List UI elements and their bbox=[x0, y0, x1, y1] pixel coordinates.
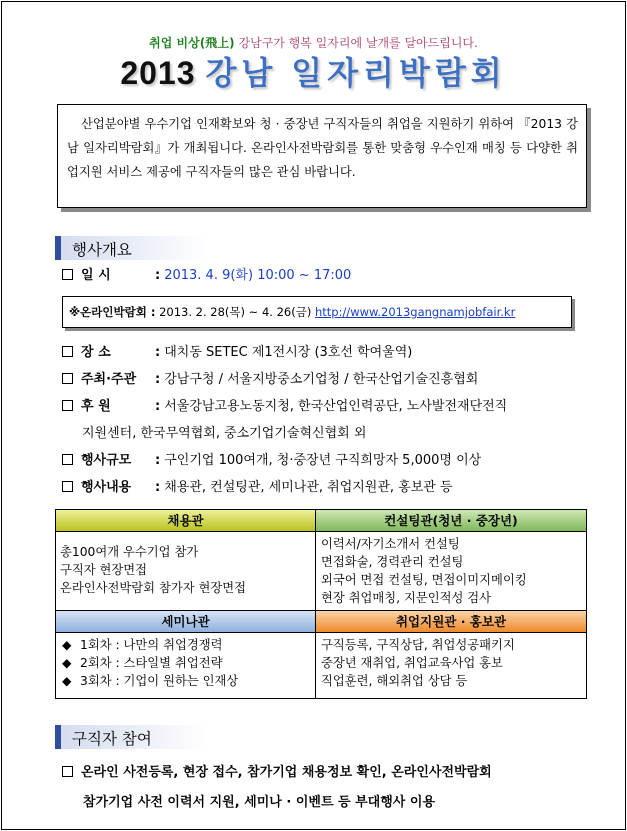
title-year: 2013 bbox=[120, 55, 196, 91]
scale-value: 구인기업 100여개, 청·중장년 구직희망자 5,000명 이상 bbox=[164, 453, 482, 468]
online-url-link[interactable]: http://www.2013gangnamjobfair.kr bbox=[314, 305, 516, 319]
consult-cell bbox=[316, 510, 586, 607]
online-label: ※온라인박람회 : bbox=[69, 305, 156, 319]
seminar-body bbox=[56, 633, 315, 690]
seminar-header: 세미나관 bbox=[56, 611, 315, 633]
date-value: 2013. 4. 9(화) 10:00 ~ 17:00 bbox=[164, 268, 352, 283]
consult-body bbox=[316, 532, 586, 607]
list-item: ◆ 3회차 : 기업이 원하는 인재상 bbox=[62, 674, 239, 688]
list-item: 구직자 현장면접 bbox=[60, 563, 148, 577]
scale-label: 행사규모 bbox=[81, 453, 132, 468]
support-cell bbox=[316, 611, 586, 690]
list-item: 면접화술, 경력관리 컨설팅 bbox=[321, 555, 464, 569]
place-label: 장 소 bbox=[81, 345, 111, 360]
recruit-header: 채용관 bbox=[56, 510, 315, 532]
section-title: 행사개요 bbox=[72, 241, 132, 259]
content-value: 채용관, 컨설팅관, 세미나관, 취업지원관, 홍보관 등 bbox=[164, 480, 453, 495]
content-row: 행사내용 : 채용관, 컨설팅관, 세미나관, 취업지원관, 홍보관 등 bbox=[62, 479, 453, 497]
host-label: 주최·주관 bbox=[81, 372, 137, 387]
diamond-icon: ◆ bbox=[62, 638, 72, 652]
sponsor-value: 서울강남고용노동지청, 한국산업인력공단, 노사발전재단전직 bbox=[164, 399, 508, 414]
sponsor-row: 후 원 : 서울강남고용노동지청, 한국산업인력공단, 노사발전재단전직 bbox=[62, 398, 507, 416]
checkbox-icon bbox=[62, 766, 73, 777]
participation-text bbox=[62, 758, 592, 818]
online-period: 2013. 2. 28(목) ~ 4. 26(금) bbox=[159, 305, 312, 319]
checkbox-icon bbox=[62, 346, 73, 357]
title-name: 강남 일자리박람회 bbox=[205, 55, 507, 91]
online-fair-box bbox=[62, 296, 572, 328]
checkbox-icon bbox=[62, 400, 73, 411]
list-item: 중장년 재취업, 취업교육사업 홍보 bbox=[321, 656, 503, 670]
checkbox-icon bbox=[62, 269, 73, 280]
sponsor-value-cont: 지원센터, 한국무역협회, 중소기업기술혁신협회 외 bbox=[82, 426, 367, 441]
checkbox-icon bbox=[62, 481, 73, 492]
checkbox-icon bbox=[62, 454, 73, 465]
sponsor-label: 후 원 bbox=[81, 399, 111, 414]
tagline-text: 강남구가 행복 일자리에 날개를 달아드립니다. bbox=[238, 36, 478, 50]
place-value: 대치동 SETEC 제1전시장 (3호선 학여울역) bbox=[164, 345, 413, 360]
place-row: 장 소 : 대치동 SETEC 제1전시장 (3호선 학여울역) bbox=[62, 344, 412, 362]
list-item: 이력서/자기소개서 컨설팅 bbox=[321, 537, 460, 551]
page-title bbox=[0, 48, 627, 94]
date-row: 일 시 : 2013. 4. 9(화) 10:00 ~ 17:00 bbox=[62, 267, 351, 285]
section-heading-participation bbox=[55, 725, 207, 749]
consult-header: 컨설팅관(청년 · 중장년) bbox=[316, 510, 586, 532]
seminar-cell bbox=[56, 611, 315, 690]
checkbox-icon bbox=[62, 373, 73, 384]
sponsor-row-cont bbox=[82, 425, 366, 443]
content-label: 행사내용 bbox=[81, 480, 132, 495]
list-item: 외국어 면접 컨설팅, 면접이미지메이킹 bbox=[321, 573, 527, 587]
booth-table bbox=[55, 509, 587, 699]
support-body bbox=[316, 633, 586, 690]
host-value: 강남구청 / 서울지방중소기업청 / 한국산업기술진흥협회 bbox=[164, 372, 479, 387]
list-item: 총100여개 우수기업 참가 bbox=[60, 545, 199, 559]
recruit-body bbox=[56, 532, 315, 597]
tagline-highlight: 취업 비상(飛上) bbox=[149, 36, 235, 50]
host-row: 주최·주관 : 강남구청 / 서울지방중소기업청 / 한국산업기술진흥협회 bbox=[62, 371, 478, 389]
scale-row: 행사규모 : 구인기업 100여개, 청·중장년 구직희망자 5,000명 이상 bbox=[62, 452, 481, 470]
diamond-icon: ◆ bbox=[62, 656, 72, 670]
diamond-icon: ◆ bbox=[62, 674, 72, 688]
list-item: 현장 취업매칭, 지문인적성 검사 bbox=[321, 591, 492, 605]
list-item: 직업훈련, 해외취업 상담 등 bbox=[321, 674, 468, 688]
support-header: 취업지원관 · 홍보관 bbox=[316, 611, 586, 633]
list-item: ◆ 1회차 : 나만의 취업경쟁력 bbox=[62, 638, 223, 652]
list-item: 온라인사전박람회 참가자 현장면접 bbox=[60, 581, 246, 595]
date-label: 일 시 bbox=[81, 268, 111, 283]
list-item: ◆ 2회차 : 스타일별 취업전략 bbox=[62, 656, 223, 670]
participation-line: 온라인 사전등록, 현장 접수, 참가기업 채용정보 확인, 온라인사전박람회 bbox=[62, 758, 592, 788]
list-item: 구직등록, 구직상담, 취업성공패키지 bbox=[321, 638, 515, 652]
section-title: 구직자 참여 bbox=[72, 730, 152, 748]
section-heading-overview bbox=[55, 236, 207, 260]
participation-line: 참가기업 사전 이력서 지원, 세미나 · 이벤트 등 부대행사 이용 bbox=[83, 795, 436, 810]
intro-box: 산업분야별 우수기업 인재확보와 청 · 중장년 구직자들의 취업을 지원하기 위하여 『2013 강남 일자리박람회』가 개최됩니다. 온라인사전박람회를 통한 맞춤형 우수인재 매칭 등 다양한 취업지원 서비스 제공에 구직자들의 많은 관심 바랍니다. bbox=[57, 104, 587, 208]
recruit-cell bbox=[56, 510, 315, 597]
